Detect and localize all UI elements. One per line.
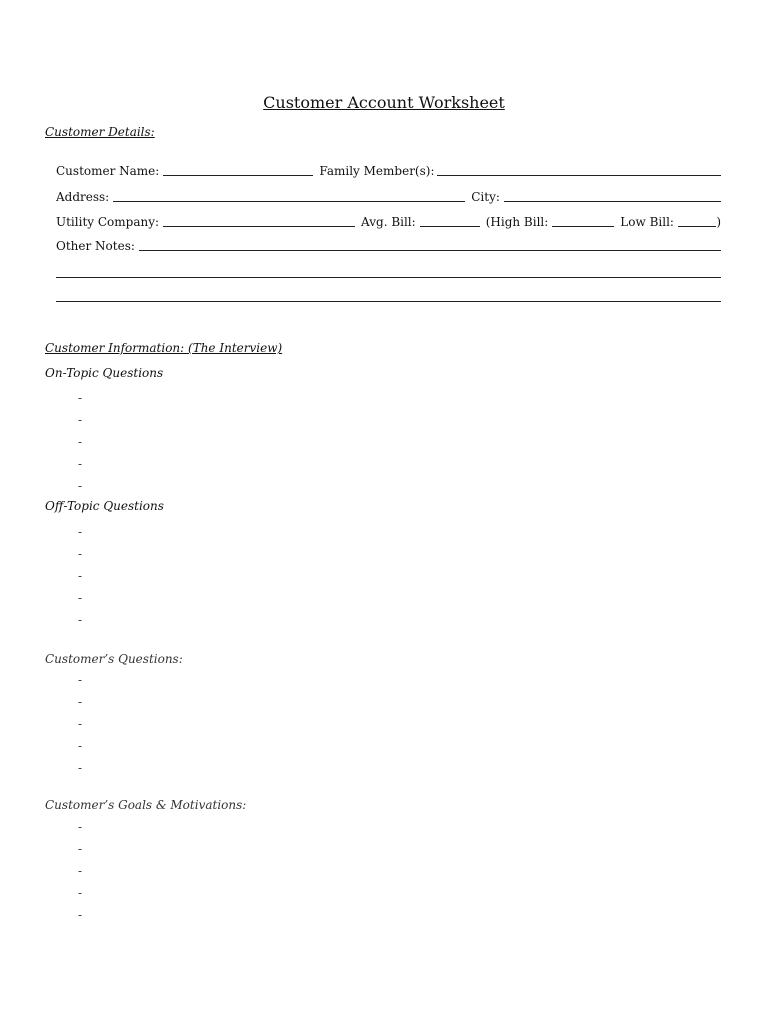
list-item: - <box>78 864 83 878</box>
family-members-field[interactable] <box>437 163 722 176</box>
utility-company-label: Utility Company: <box>56 215 160 229</box>
other-notes-line-2[interactable] <box>56 277 721 278</box>
avg-bill-field[interactable] <box>420 214 480 227</box>
list-item: - <box>78 908 83 922</box>
low-bill-field[interactable] <box>678 214 716 227</box>
list-item: - <box>78 717 83 731</box>
list-item: - <box>78 413 83 427</box>
family-members-label: Family Member(s): <box>319 164 435 178</box>
list-item: - <box>78 435 83 449</box>
other-notes-line-3[interactable] <box>56 301 721 302</box>
other-notes-field[interactable] <box>139 238 721 251</box>
address-field[interactable] <box>113 189 465 202</box>
low-bill-label: Low Bill: <box>620 215 674 229</box>
list-item: - <box>78 591 83 605</box>
list-item: - <box>78 613 83 627</box>
customer-name-label: Customer Name: <box>56 164 160 178</box>
list-item: - <box>78 820 83 834</box>
customer-name-field[interactable] <box>163 163 313 176</box>
other-notes-row <box>56 237 721 253</box>
customer-details-heading: Customer Details: <box>45 125 155 139</box>
list-item: - <box>78 569 83 583</box>
list-item: - <box>78 842 83 856</box>
high-bill-field[interactable] <box>552 214 614 227</box>
list-item: - <box>78 739 83 753</box>
list-item: - <box>78 391 83 405</box>
on-topic-heading: On-Topic Questions <box>45 366 164 380</box>
other-notes-label: Other Notes: <box>56 239 135 253</box>
list-item: - <box>78 525 83 539</box>
utility-company-field[interactable] <box>163 214 355 227</box>
off-topic-heading: Off-Topic Questions <box>45 499 164 513</box>
address-row <box>56 188 721 204</box>
city-label: City: <box>471 190 500 204</box>
city-field[interactable] <box>504 189 721 202</box>
high-bill-label: (High Bill: <box>485 215 549 229</box>
avg-bill-label: Avg. Bill: <box>361 215 416 229</box>
utility-row <box>56 213 721 229</box>
customer-name-row <box>56 162 721 178</box>
list-item: - <box>78 457 83 471</box>
list-item: - <box>78 479 83 493</box>
list-item: - <box>78 673 83 687</box>
customer-questions-heading: Customer’s Questions: <box>45 652 183 666</box>
list-item: - <box>78 886 83 900</box>
goals-heading: Customer’s Goals & Motivations: <box>45 798 247 812</box>
list-item: - <box>78 761 83 775</box>
list-item: - <box>78 695 83 709</box>
address-label: Address: <box>56 190 110 204</box>
list-item: - <box>78 547 83 561</box>
interview-heading: Customer Information: (The Interview) <box>45 341 283 355</box>
close-paren: ) <box>716 215 721 229</box>
page-title: Customer Account Worksheet <box>263 93 505 112</box>
